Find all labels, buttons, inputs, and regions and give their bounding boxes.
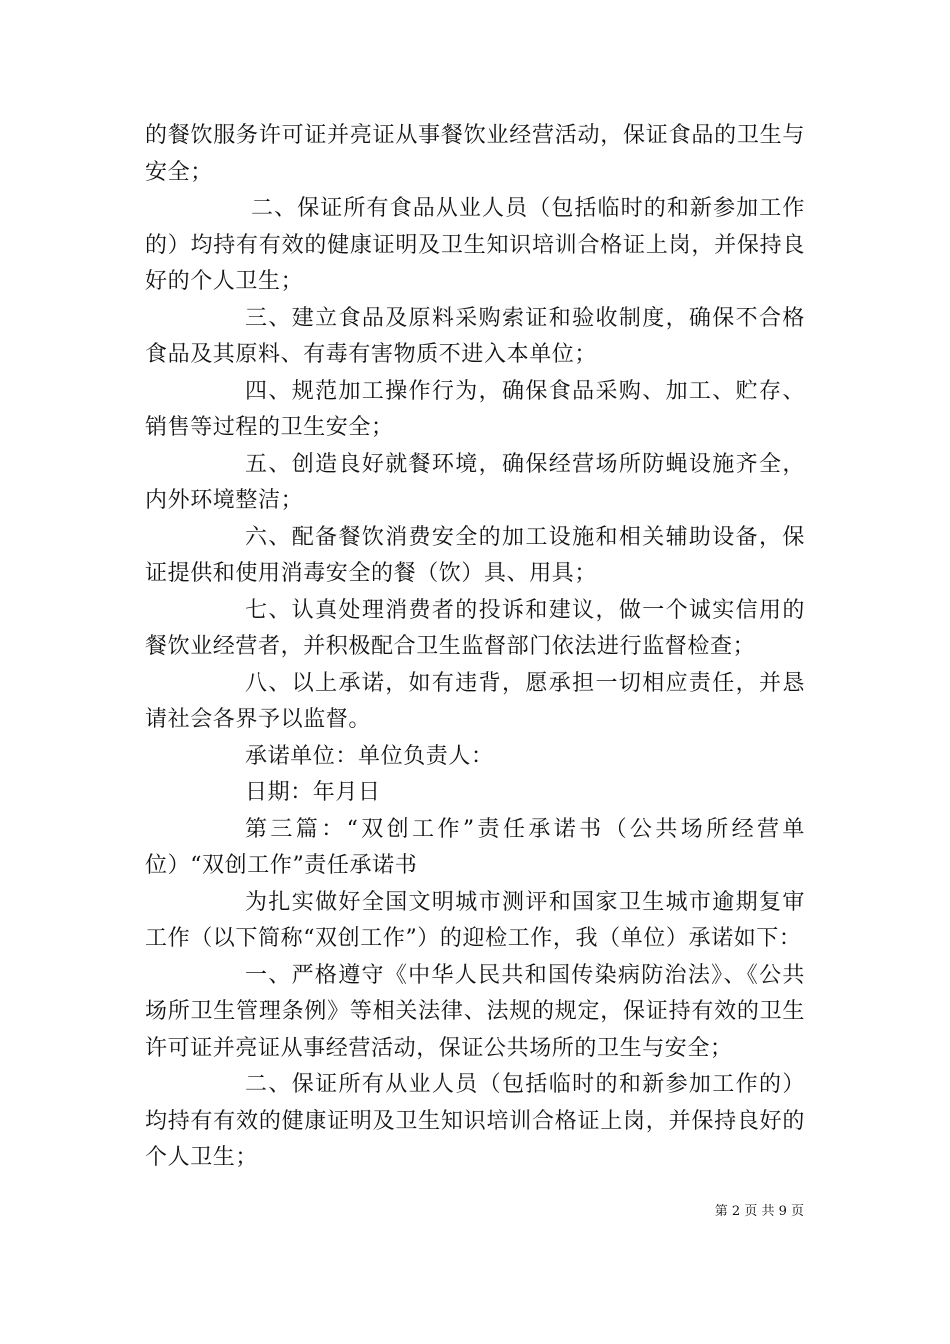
paragraph-item-2: 二、保证所有食品从业人员（包括临时的和新参加工作的）均持有有效的健康证明及卫生知识培训合格证上岗，并保持良好的个人卫生； <box>145 196 805 294</box>
paragraph-item-7: 七、认真处理消费者的投诉和建议，做一个诚实信用的餐饮业经营者，并积极配合卫生监督部门依法进行监督检查； <box>145 597 805 659</box>
section-heading: 第三篇：“双创工作”责任承诺书（公共场所经营单位）“双创工作”责任承诺书 <box>145 816 805 878</box>
signature-line: 承诺单位：单位负责人： <box>245 743 494 769</box>
paragraph-item-3: 三、建立食品及原料采购索证和验收制度，确保不合格食品及其原料、有毒有害物质不进入本单位； <box>145 305 805 367</box>
paragraph-item-2-public: 二、保证所有从业人员（包括临时的和新参加工作的）均持有有效的健康证明及卫生知识培训合格证上岗，并保持良好的个人卫生； <box>145 1072 805 1170</box>
paragraph-continuation: 的餐饮服务许可证并亮证从事餐饮业经营活动，保证食品的卫生与安全； <box>145 123 805 185</box>
paragraph-intro: 为扎实做好全国文明城市测评和国家卫生城市逾期复审工作（以下简称“双创工作”）的迎检工作，我（单位）承诺如下： <box>145 889 805 951</box>
paragraph-item-6: 六、配备餐饮消费安全的加工设施和相关辅助设备，保证提供和使用消毒安全的餐（饮）具、用具； <box>145 524 805 586</box>
paragraph-item-4: 四、规范加工操作行为，确保食品采购、加工、贮存、销售等过程的卫生安全； <box>145 378 805 440</box>
date-line: 日期：年月日 <box>245 780 381 805</box>
paragraph-item-8: 八、以上承诺，如有违背，愿承担一切相应责任，并恳请社会各界予以监督。 <box>145 670 805 732</box>
paragraph-item-1-public: 一、严格遵守《中华人民共和国传染病防治法》、《公共场所卫生管理条例》等相关法律、法规的规定，保证持有效的卫生许可证并亮证从事经营活动，保证公共场所的卫生与安全； <box>145 962 805 1061</box>
page-number: 第 2 页 共 9 页 <box>714 1204 804 1219</box>
paragraph-item-5: 五、创造良好就餐环境，确保经营场所防蝇设施齐全，内外环境整洁； <box>145 451 805 513</box>
document-body <box>145 118 805 1177</box>
